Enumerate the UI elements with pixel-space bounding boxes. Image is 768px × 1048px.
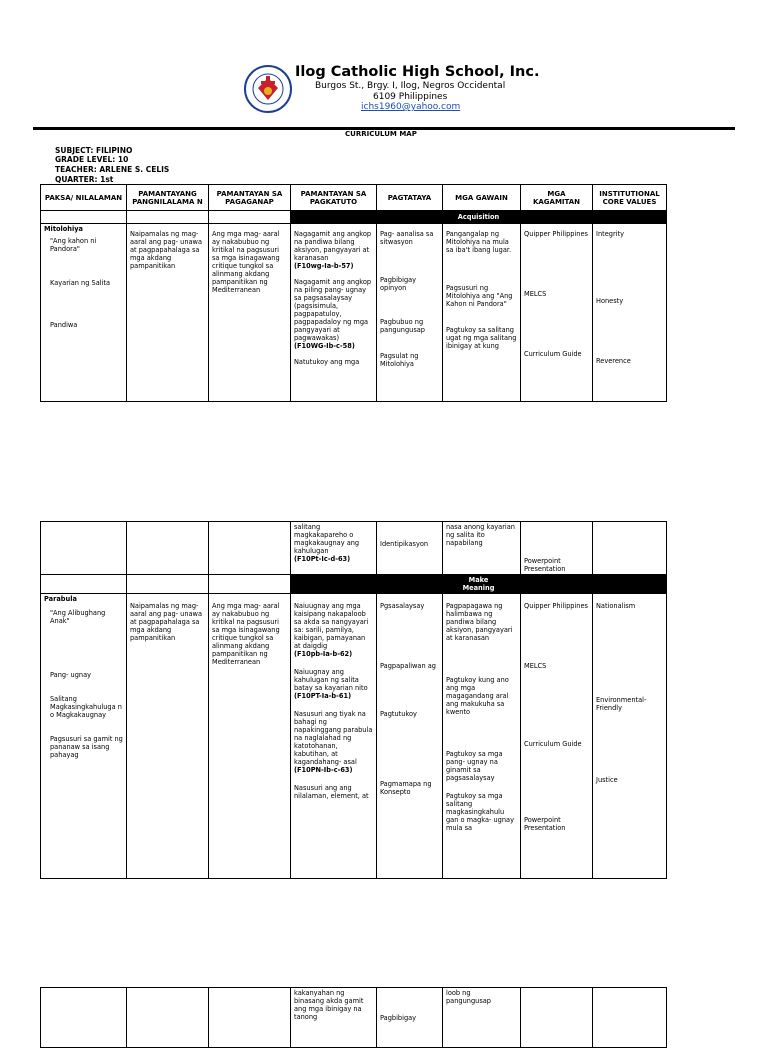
activity-cell <box>443 224 521 402</box>
assessment-cell <box>377 988 443 1048</box>
materials-cell <box>521 522 593 575</box>
empty-cell <box>41 211 127 224</box>
school-logo <box>243 64 293 114</box>
competency: Natutukoy ang mga <box>294 358 360 366</box>
activity-cell <box>443 522 521 575</box>
competency-code: (F10wg-Ia-b-57) <box>294 262 354 270</box>
activity: Pagtukoy sa salitang ugat ng mga salitang ibinigay at kung <box>446 326 517 350</box>
competency: Nasusuri ang ang nilalaman, element, at <box>294 784 369 800</box>
col-header-kagamitan: MGA KAGAMITAN <box>521 185 593 211</box>
subtopic: Pang- ugnay <box>50 671 92 679</box>
performance-standard: Ang mga mag- aaral ay nakabubuo ng kritikal na pagsusuri sa mga isinagawang critique tungkol sa alinmang akdang pampanitikan ng Mediterranean <box>212 230 280 294</box>
competency: Nagagamit ang angkop na pandiwa bilang aksiyon, pangyayari at karanasan <box>294 230 372 262</box>
subtopic: "Ang Alibughang Anak" <box>50 609 106 625</box>
competency-cell <box>291 988 377 1048</box>
col-header-core-values: INSTITUTIONAL CORE VALUES <box>593 185 667 211</box>
col-header-pangnilalaman: PAMANTAYANG PANGNILALAMA N <box>127 185 209 211</box>
competency: Naiuugnay ang mga kaisipang nakapaloob sa akda sa nangyayari sa: sarili, pamilya, kaibigan, pamayanan at daigdig <box>294 602 369 650</box>
performance-standard-cell <box>209 594 291 879</box>
empty-cell <box>127 988 209 1048</box>
col-header-paksa: PAKSA/ NILALAMAN <box>41 185 127 211</box>
subject-label: SUBJECT: FILIPINO <box>55 146 133 155</box>
content-standard: Naipamalas ng mag- aaral ang pag- unawa at pagpapahalaga sa mga akdang pampanitikan <box>130 602 202 642</box>
material: MELCS <box>524 290 547 298</box>
school-address: Burgos St., Brgy. I, Ilog, Negros Occidental <box>315 81 506 91</box>
empty-cell <box>521 988 593 1048</box>
empty-cell <box>41 522 127 575</box>
empty-cell <box>209 988 291 1048</box>
core-values-cell <box>593 224 667 402</box>
assessment: Pagmamapa ng Konsepto <box>380 780 432 796</box>
content-standard-cell <box>127 224 209 402</box>
phase-bar-make-meaning <box>291 575 667 594</box>
competency-code: (F10pb-Ia-b-62) <box>294 650 353 658</box>
material: Powerpoint Presentation <box>524 816 566 832</box>
competency: Naiuugnay ang kahulugan ng salita batay sa kayarian nito <box>294 668 368 692</box>
assessment-cell <box>377 522 443 575</box>
material: Curriculum Guide <box>524 350 582 358</box>
assessment-cell <box>377 594 443 879</box>
competency-cell <box>291 522 377 575</box>
topic-title: Parabula <box>44 595 77 603</box>
competency: salitang magkakapareho o magkakaugnay ang kahulugan <box>294 523 360 555</box>
assessment: Pagbubuo ng pangungusap <box>380 318 425 334</box>
material: MELCS <box>524 662 547 670</box>
empty-cell <box>41 575 127 594</box>
school-email-link[interactable]: ichs1960@yahoo.com <box>361 102 461 112</box>
school-name: Ilog Catholic High School, Inc. <box>295 64 540 80</box>
core-value: Integrity <box>596 230 624 238</box>
col-header-pagaganap: PAMANTAYAN SA PAGAGANAP <box>209 185 291 211</box>
performance-standard-cell <box>209 224 291 402</box>
school-city: 6109 Philippines <box>373 92 448 102</box>
col-header-pagkatuto: PAMANTAYAN SA PAGKATUTO <box>291 185 377 211</box>
competency-cell <box>291 224 377 402</box>
curriculum-table-2 <box>40 521 667 879</box>
empty-cell <box>209 211 291 224</box>
activity: Pagtukoy kung ano ang mga magagandang aral ang makukuha sa kwento <box>446 676 509 716</box>
activity: loob ng pangungusap <box>446 989 491 1005</box>
curriculum-table-1 <box>40 184 667 402</box>
competency: Nagagamit ang angkop na piling pang- ugnay sa pagsasalaysay (pagsisimula, pagpapatuloy, pagpapadaloy ng mga pangyayari at pagwawakas) <box>294 278 372 342</box>
material: Quipper Philippines <box>524 602 588 610</box>
competency-code: (F10Pt-Ic-d-63) <box>294 555 351 563</box>
content-standard-cell <box>127 594 209 879</box>
competency-code: (F10PN-Ib-c-63) <box>294 766 353 774</box>
competency-code: (F10WG-Ib-c-58) <box>294 342 355 350</box>
assessment: Pag- aanalisa sa sitwasyon <box>380 230 434 246</box>
phase-bar-acquisition: Acquisition <box>291 211 667 224</box>
core-value: Environmental- Friendly <box>596 696 647 712</box>
materials-cell <box>521 224 593 402</box>
core-value: Nationalism <box>596 602 636 610</box>
empty-cell <box>593 522 667 575</box>
competency: kakanyahan ng binasang akda gamit ang mga ibinigay na tanong <box>294 989 364 1021</box>
grade-label: GRADE LEVEL: 10 <box>55 155 129 164</box>
activity-cell <box>443 988 521 1048</box>
activity: Pagsusuri ng Mitolohiya ang "Ang Kahon ni Pandora" <box>446 284 513 308</box>
empty-cell <box>127 575 209 594</box>
activity: Pangangalap ng Mitolohiya na mula sa iba't ibang lugar. <box>446 230 512 254</box>
subtopic: "Ang kahon ni Pandora" <box>50 237 97 253</box>
activity: Pagpapagawa ng halimbawa ng pandiwa bilang aksiyon, pangyayari at karanasan <box>446 602 513 642</box>
competency-cell <box>291 594 377 879</box>
empty-cell <box>127 211 209 224</box>
core-values-cell <box>593 594 667 879</box>
empty-cell <box>41 988 127 1048</box>
curriculum-table-3 <box>40 987 667 1048</box>
activity: Pagtukoy sa mga pang- ugnay na ginamit sa pagsasalaysay <box>446 750 503 782</box>
phase-bar-label: Make Meaning <box>462 576 495 592</box>
assessment: Pagsulat ng Mitolohiya <box>380 352 419 368</box>
assessment: Pgsasalaysay <box>380 602 425 610</box>
activity-cell <box>443 594 521 879</box>
core-value: Honesty <box>596 297 624 305</box>
quarter-label: QUARTER: 1st <box>55 175 114 184</box>
material: Curriculum Guide <box>524 740 582 748</box>
assessment: Pagtutukoy <box>380 710 417 718</box>
empty-cell <box>209 522 291 575</box>
subtopic: Kayarian ng Salita <box>50 279 111 287</box>
activity: nasa anong kayarian ng salita ito napabilang <box>446 523 515 547</box>
teacher-label: TEACHER: ARLENE S. CELIS <box>55 165 170 174</box>
topic-title: Mitolohiya <box>44 225 83 233</box>
performance-standard: Ang mga mag- aaral ay nakabubuo ng kritikal na pagsusuri sa mga isinagawang critique tungkol sa alinmang akdang pampanitikan ng Mediterranean <box>212 602 280 666</box>
subtopic: Salitang Magkasingkahuluga n o Magkakaugnay <box>50 695 122 719</box>
col-header-pagtataya: PAGTATAYA <box>377 185 443 211</box>
empty-cell <box>593 988 667 1048</box>
empty-cell <box>209 575 291 594</box>
assessment: Pagpapaliwan ag <box>380 662 436 670</box>
competency-code: (F10PT-Ia-b-61) <box>294 692 352 700</box>
subtopic: Pagsusuri sa gamit ng pananaw sa isang pahayag <box>50 735 123 759</box>
assessment-cell <box>377 224 443 402</box>
materials-cell <box>521 594 593 879</box>
assessment: Pagbibigay opinyon <box>380 276 417 292</box>
competency: Nasusuri ang tiyak na bahagi ng napakinggang parabula na naglalahad ng katotohanan, kabutihan, at kagandahang- asal <box>294 710 373 766</box>
subtopic: Pandiwa <box>50 321 78 329</box>
topic-cell <box>41 224 127 402</box>
material: Quipper Philippines <box>524 230 588 238</box>
assessment: Pagbibigay <box>380 1014 417 1022</box>
content-standard: Naipamalas ng mag- aaral ang pag- unawa at pagpapahalaga sa mga akdang pampanitikan <box>130 230 202 270</box>
activity: Pagtukoy sa mga salitang magkasingkahulu gan o magka- ugnay mula sa <box>446 792 514 832</box>
topic-cell <box>41 594 127 879</box>
material: Powerpoint Presentation <box>524 557 566 573</box>
empty-cell <box>127 522 209 575</box>
core-value: Justice <box>596 776 618 784</box>
document-title: CURRICULUM MAP <box>345 130 417 138</box>
assessment: Identipikasyon <box>380 540 429 548</box>
core-value: Reverence <box>596 357 631 365</box>
col-header-gawain: MGA GAWAIN <box>443 185 521 211</box>
